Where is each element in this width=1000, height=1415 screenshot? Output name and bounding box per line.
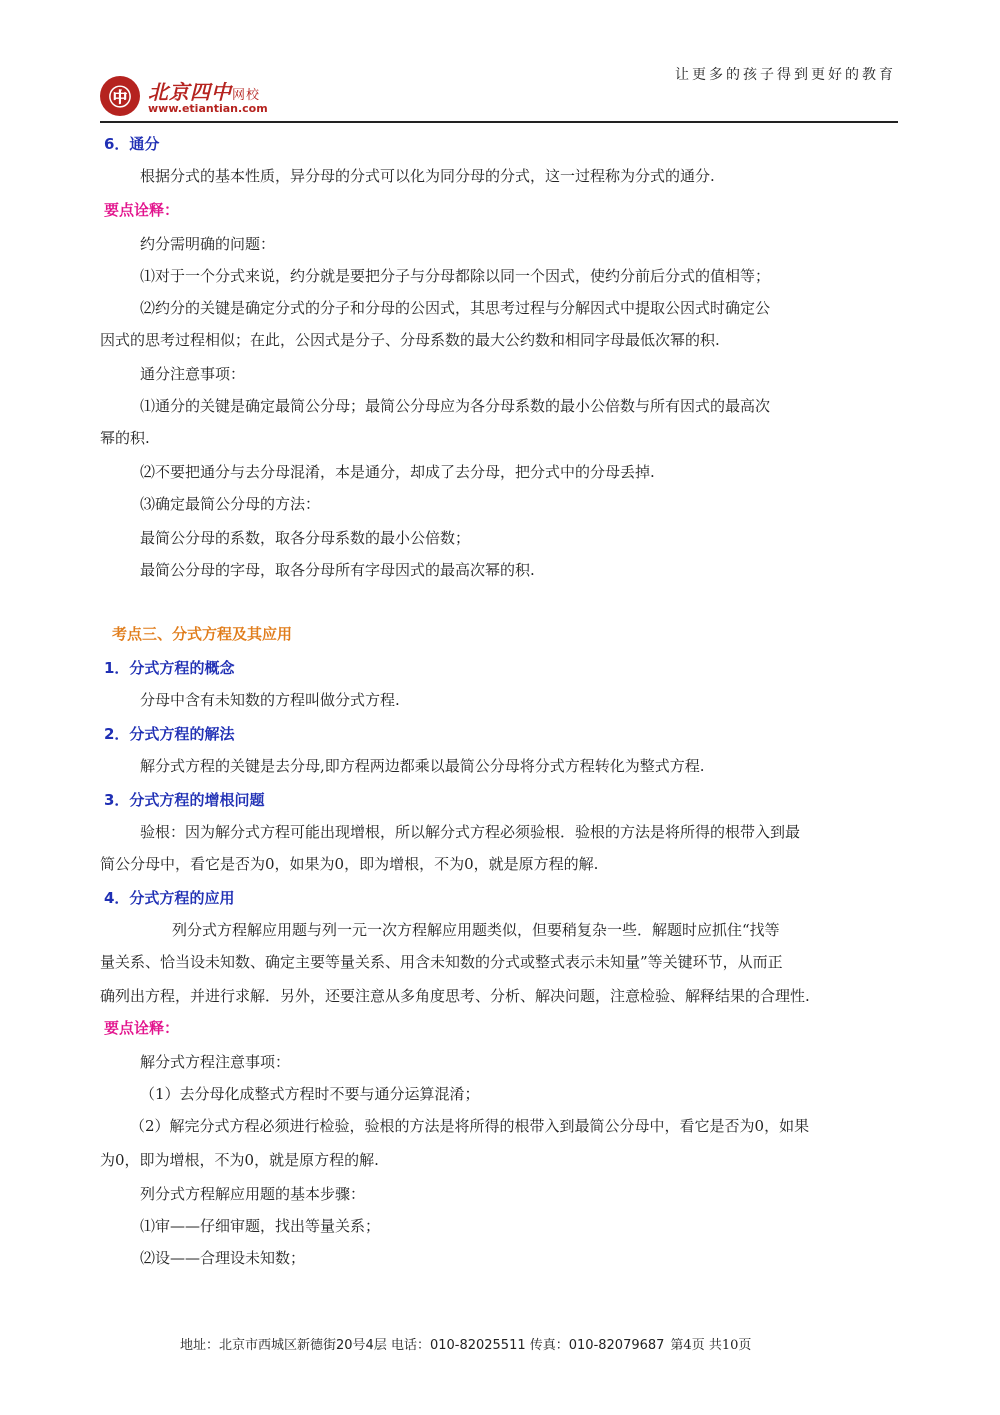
- paragraph-line: 量关系、恰当设未知数、确定主要等量关系、用含未知数的分式或整式表示未知量”等关键环节，从而正: [100, 953, 783, 971]
- paragraph-line: （1）去分母化成整式方程时不要与通分运算混淆；: [140, 1085, 480, 1103]
- section-heading: 3．分式方程的增根问题: [104, 791, 265, 809]
- section-heading: 要点诠释：: [104, 201, 180, 219]
- logo-url: www.etiantian.com: [148, 102, 268, 115]
- site-logo: [100, 74, 280, 122]
- logo-subtitle: 网校: [232, 88, 261, 103]
- paragraph-line: 列分式方程解应用题的基本步骤：: [140, 1185, 366, 1203]
- paragraph-line: 简公分母中，看它是否为0，如果为0，即为增根，不为0，就是原方程的解.: [100, 855, 599, 873]
- paragraph-line: 根据分式的基本性质，异分母的分式可以化为同分母的分式，这一过程称为分式的通分.: [140, 167, 715, 185]
- paragraph-line: 幂的积.: [100, 429, 150, 447]
- paragraph-line: 分母中含有未知数的方程叫做分式方程.: [140, 691, 400, 709]
- header-divider: [100, 121, 898, 123]
- section-heading: 6．通分: [104, 135, 160, 153]
- section-heading: 2．分式方程的解法: [104, 725, 235, 743]
- header-slogan: 让更多的孩子得到更好的教育: [675, 67, 896, 83]
- section-heading: 4．分式方程的应用: [104, 889, 235, 907]
- paragraph-line: （2）解完分式方程必须进行检验，验根的方法是将所得的根带入到最简公分母中，看它是否为0，如果: [130, 1117, 810, 1135]
- paragraph-line: 为0，即为增根，不为0，就是原方程的解.: [100, 1151, 379, 1169]
- logo-emblem-icon: ㊥: [100, 76, 140, 116]
- paragraph-line: ⑴审——仔细审题，找出等量关系；: [140, 1217, 381, 1235]
- paragraph-line: ⑴通分的关键是确定最简公分母；最简公分母应为各分母系数的最小公倍数与所有因式的最高次: [140, 397, 771, 415]
- paragraph-line: 约分需明确的问题：: [140, 235, 276, 253]
- footer-address: 地址：北京市西城区新德街20号4层 电话：010-82025511 传真：010-82079687: [180, 1338, 665, 1353]
- paragraph-line: 列分式方程解应用题与列一元一次方程解应用题类似，但要稍复杂一些．解题时应抓住“找等: [172, 921, 780, 939]
- paragraph-line: 最简公分母的系数，取各分母系数的最小公倍数；: [140, 529, 471, 547]
- paragraph-line: 解分式方程注意事项：: [140, 1053, 291, 1071]
- section-heading: 考点三、分式方程及其应用: [112, 625, 293, 643]
- page-footer: [180, 1334, 751, 1353]
- paragraph-line: ⑵不要把通分与去分母混淆，本是通分，却成了去分母，把分式中的分母丢掉.: [140, 463, 655, 481]
- paragraph-line: ⑵设——合理设未知数；: [140, 1249, 306, 1267]
- logo-title: 北京四中: [148, 80, 232, 104]
- paragraph-line: 解分式方程的关键是去分母,即方程两边都乘以最简公分母将分式方程转化为整式方程.: [140, 757, 705, 775]
- paragraph-line: 因式的思考过程相似；在此，公因式是分子、分母系数的最大公约数和相同字母最低次幂的积.: [100, 331, 720, 349]
- page-number: 第4页 共10页: [670, 1338, 752, 1353]
- paragraph-line: 验根：因为解分式方程可能出现增根，所以解分式方程必须验根．验根的方法是将所得的根带入到最: [140, 823, 801, 841]
- paragraph-line: ⑴对于一个分式来说，约分就是要把分子与分母都除以同一个因式，使约分前后分式的值相等；: [140, 267, 771, 285]
- paragraph-line: 确列出方程，并进行求解．另外，还要注意从多角度思考、分析、解决问题，注意检验、解释结果的合理性.: [100, 987, 810, 1005]
- paragraph-line: 最简公分母的字母，取各分母所有字母因式的最高次幂的积.: [140, 561, 535, 579]
- section-heading: 1．分式方程的概念: [104, 659, 235, 677]
- paragraph-line: ⑵约分的关键是确定分式的分子和分母的公因式，其思考过程与分解因式中提取公因式时确定公: [140, 299, 771, 317]
- paragraph-line: ⑶确定最简公分母的方法：: [140, 495, 321, 513]
- paragraph-line: 通分注意事项：: [140, 365, 246, 383]
- section-heading: 要点诠释：: [104, 1019, 180, 1037]
- logo-text: [148, 76, 260, 105]
